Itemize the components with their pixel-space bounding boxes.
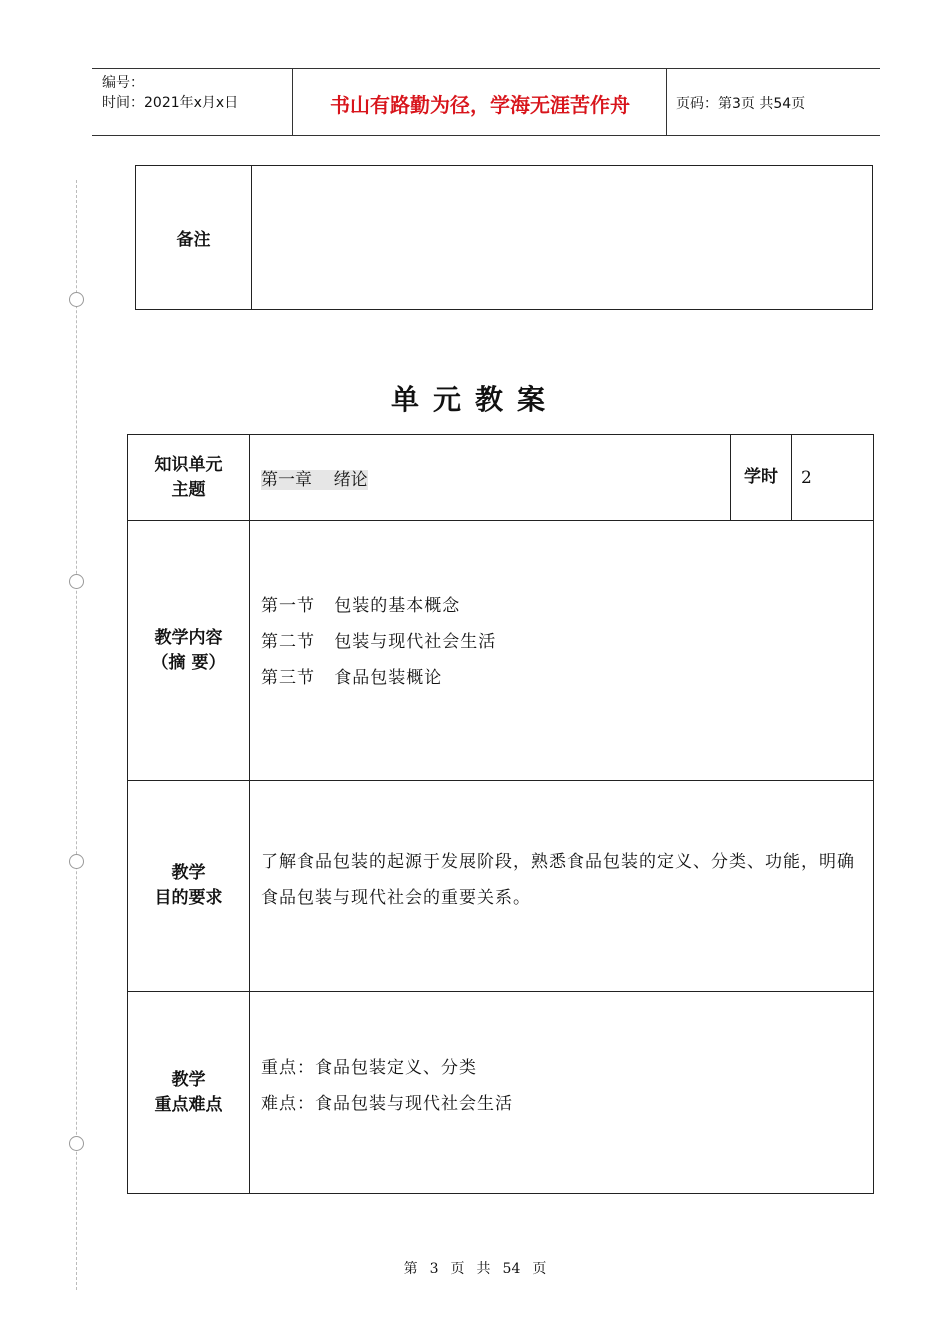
content-label-line: （摘 要） (151, 652, 226, 673)
page-footer (0, 1258, 950, 1278)
footer-total-pages: 54 (502, 1261, 521, 1277)
unit-topic-label (128, 435, 250, 521)
binding-hole (69, 292, 84, 307)
footer-text: 共 (476, 1261, 491, 1277)
key-point-item: 重点：食品包装定义、分类 (261, 1057, 477, 1078)
content-item: 第三节 食品包装概论 (261, 667, 443, 688)
footer-text: 第 (403, 1261, 418, 1277)
header-meta (102, 73, 238, 113)
unit-topic-value (250, 435, 731, 521)
hours-value: 2 (792, 435, 874, 521)
footer-text: 页 (532, 1261, 547, 1277)
header-page-label: 页码：第3页 共54页 (676, 96, 806, 112)
binding-hole (69, 574, 84, 589)
table-row (128, 521, 874, 781)
remarks-label: 备注 (136, 166, 252, 309)
header-divider (292, 69, 293, 135)
content-list (250, 521, 874, 781)
key-point-item: 难点：食品包装与现代社会生活 (261, 1093, 513, 1114)
remarks-box (135, 165, 873, 310)
lesson-plan-table (127, 434, 874, 1194)
binding-hole (69, 854, 84, 869)
hours-label: 学时 (731, 435, 792, 521)
content-label-line: 教学内容 (154, 627, 223, 648)
goal-text (250, 781, 874, 992)
key-points (250, 992, 874, 1194)
goal-label-line: 目的要求 (154, 888, 223, 908)
footer-text: 页 (450, 1261, 465, 1277)
page-title: 单元教案 (390, 383, 559, 416)
unit-topic-label-line: 主题 (171, 479, 206, 500)
page-header (92, 68, 880, 136)
header-divider (666, 69, 667, 135)
content-label (128, 521, 250, 781)
table-row (128, 781, 874, 992)
key-points-label-line: 教学 (171, 1069, 206, 1090)
binding-hole (69, 1136, 84, 1151)
footer-page-number: 3 (429, 1261, 439, 1277)
goal-paragraph: 了解食品包装的起源于发展阶段，熟悉食品包装的定义、分类、功能，明确食品包装与现代社会的重要关系。 (261, 852, 855, 908)
content-item: 第一节 包装的基本概念 (261, 595, 461, 616)
table-row (128, 435, 874, 521)
key-points-label-line: 重点难点 (154, 1094, 223, 1115)
unit-topic-label-line: 知识单元 (154, 454, 223, 475)
number-label: 编号： (102, 75, 144, 91)
header-motto: 书山有路勤为径，学海无涯苦作舟 (330, 93, 630, 117)
goal-label (128, 781, 250, 992)
key-points-label (128, 992, 250, 1194)
content-item: 第二节 包装与现代社会生活 (261, 631, 497, 652)
table-row (128, 992, 874, 1194)
time-label: 时间：2021年x月x日 (102, 95, 239, 111)
unit-topic-text: 第一章 绪论 (261, 470, 368, 490)
goal-label-line: 教学 (171, 863, 206, 883)
binding-line (76, 180, 77, 1290)
